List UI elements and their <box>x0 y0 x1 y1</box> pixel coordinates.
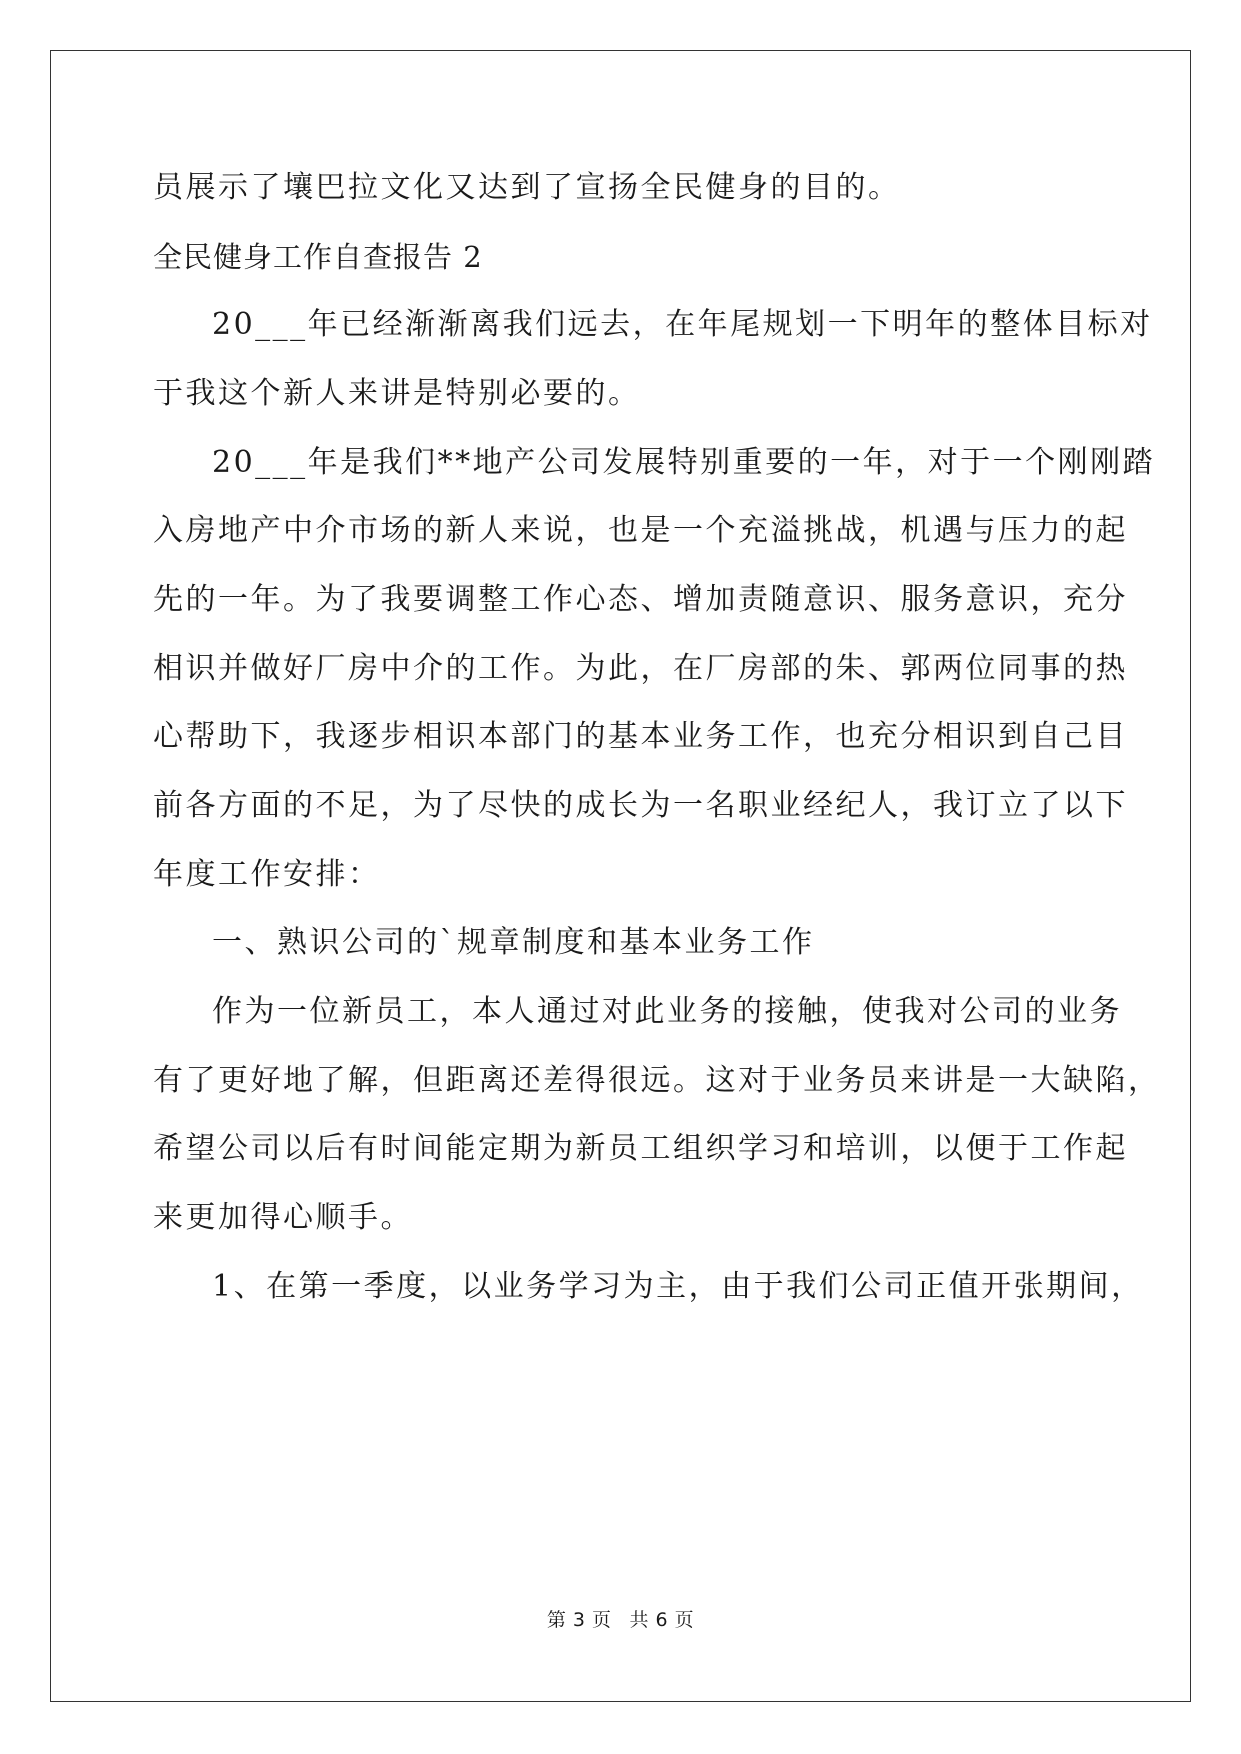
paragraph-line: 希望公司以后有时间能定期为新员工组织学习和培训，以便于工作起 <box>153 1131 1128 1166</box>
paragraph-line: 员展示了壤巴拉文化又达到了宣扬全民健身的目的。 <box>153 170 901 205</box>
paragraph-line: 入房地产中介市场的新人来说，也是一个充溢挑战，机遇与压力的起 <box>153 513 1128 548</box>
paragraph-line: 先的一年。为了我要调整工作心态、增加责随意识、服务意识，充分 <box>153 582 1128 617</box>
total-pages-label: 共 6 页 <box>629 1609 695 1631</box>
paragraph-line: 20___年已经渐渐离我们远去，在年尾规划一下明年的整体目标对 <box>212 307 1153 342</box>
paragraph-line: 于我这个新人来讲是特别必要的。 <box>153 376 641 411</box>
paragraph-line: 1、在第一季度，以业务学习为主，由于我们公司正值开张期间， <box>212 1269 1144 1304</box>
paragraph-line: 来更加得心顺手。 <box>153 1200 413 1235</box>
current-page-label: 第 3 页 <box>546 1609 612 1631</box>
paragraph-line: 20___年是我们**地产公司发展特别重要的一年，对于一个刚刚踏 <box>212 445 1156 480</box>
page-footer <box>0 1608 1241 1632</box>
paragraph-line: 心帮助下，我逐步相识本部门的基本业务工作，也充分相识到自己目 <box>153 719 1128 754</box>
paragraph-line: 前各方面的不足，为了尽快的成长为一名职业经纪人，我订立了以下 <box>153 788 1128 823</box>
paragraph-line: 一、熟识公司的`规章制度和基本业务工作 <box>212 925 815 960</box>
paragraph-line: 相识并做好厂房中介的工作。为此，在厂房部的朱、郭两位同事的热 <box>153 651 1128 686</box>
section-heading: 全民健身工作自查报告 2 <box>153 240 483 274</box>
paragraph-line: 作为一位新员工，本人通过对此业务的接触，使我对公司的业务 <box>212 994 1122 1029</box>
paragraph-line: 年度工作安排： <box>153 857 381 892</box>
paragraph-line: 有了更好地了解，但距离还差得很远。这对于业务员来讲是一大缺陷， <box>153 1063 1161 1098</box>
